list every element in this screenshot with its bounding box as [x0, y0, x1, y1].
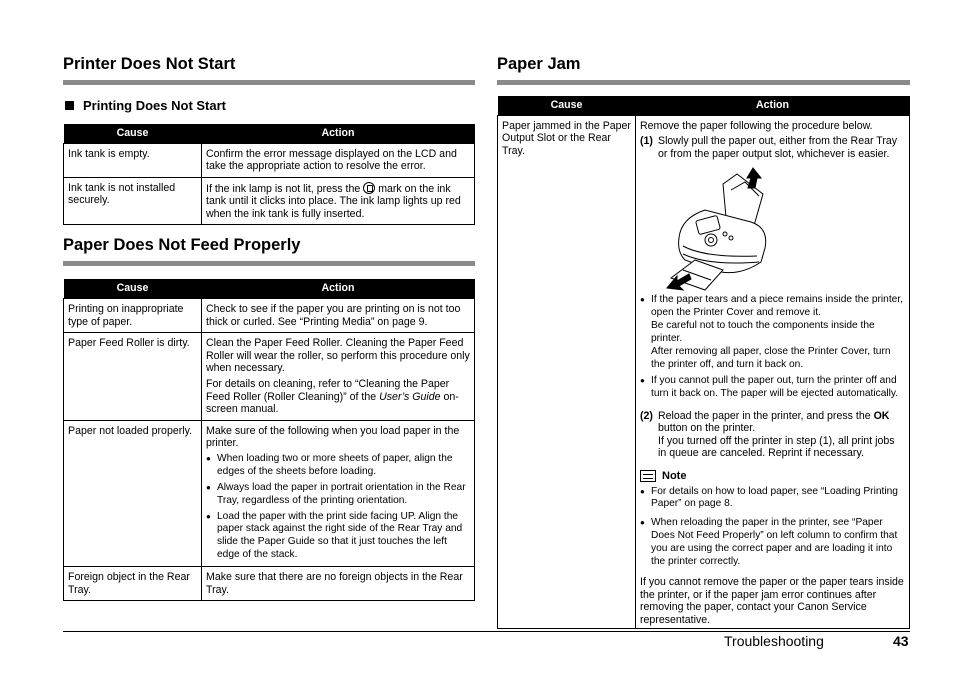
- cause-cell: Ink tank is not installed securely.: [64, 177, 202, 225]
- header-cause: Cause: [64, 124, 202, 143]
- note-icon: [640, 470, 656, 482]
- section-title-paper-jam: Paper Jam: [497, 55, 581, 73]
- action-cell: [202, 333, 475, 421]
- header-cause: Cause: [498, 96, 636, 115]
- left-column: [63, 52, 475, 601]
- action-cell: [202, 420, 475, 566]
- step-text-post: button on the printer.: [658, 422, 756, 435]
- printer-paper-removal-illustration: [665, 166, 785, 291]
- list-item: [640, 294, 905, 371]
- right-column: [497, 52, 910, 629]
- section-rule: [63, 261, 475, 266]
- note-bullets: [640, 486, 905, 569]
- note-title: Note: [662, 469, 687, 482]
- step-number: (2): [640, 409, 653, 422]
- action-text: on-screen manual.: [206, 390, 459, 416]
- list-item: ● Always load the paper in portrait orientation in the Rear Tray, regardless of the printing orientation.: [206, 482, 470, 508]
- action-cell: [202, 177, 475, 225]
- subheading-text: Printing Does Not Start: [83, 98, 227, 113]
- cause-cell: Printing on inappropriate type of paper.: [64, 298, 202, 332]
- table-row: [64, 177, 475, 225]
- cause-cell: Paper not loaded properly.: [64, 420, 202, 566]
- bullet-text: If the paper tears and a piece remains inside the printer, open the Printer Cover and remove it.: [651, 294, 904, 319]
- printing-does-not-start-table: [63, 124, 475, 225]
- step-text: Slowly pull the paper out, either from the Rear Tray or from the paper output slot, whichever is easier.: [658, 135, 898, 160]
- table-row: [64, 567, 475, 601]
- action-paragraph: Clean the Paper Feed Roller. Cleaning the Paper Feed Roller will wear the roller, so perform this procedure only when necessary.: [206, 337, 470, 375]
- bullet-text: Be careful not to touch the components inside the printer.: [651, 320, 875, 344]
- header-cause: Cause: [64, 279, 202, 298]
- step-2: [640, 410, 905, 460]
- cause-cell: Ink tank is empty.: [64, 143, 202, 177]
- bullet-list: [206, 453, 470, 562]
- list-item: ● If you cannot pull the paper out, turn the printer off and turn it back on. The paper will be ejected automatically.: [640, 375, 905, 401]
- step-1: [640, 135, 905, 160]
- list-item: ● When loading two or more sheets of paper, align the edges of the sheets before loading.: [206, 453, 470, 479]
- table-row: [498, 115, 910, 629]
- step-number: (1): [640, 135, 653, 148]
- list-item: ● For details on how to load paper, see “Loading Printing Paper” on page 8.: [640, 486, 905, 512]
- list-item: ● When reloading the paper in the printer, see “Paper Does Not Feed Properly” on left column to confirm that you are using the correct paper and are loading it into the printer correctly.: [640, 517, 905, 569]
- action-intro: Remove the paper following the procedure below.: [640, 119, 873, 132]
- action-cell: Check to see if the paper you are printing on is not too thick or curled. See “Printing Media” on page 9.: [202, 298, 475, 332]
- step-text-p2: If you turned off the printer in step (1), all print jobs in queue are canceled. Reprint if necessary.: [658, 434, 895, 460]
- table-row: [64, 143, 475, 177]
- footer-section-label: Troubleshooting: [724, 633, 824, 649]
- cause-cell: Foreign object in the Rear Tray.: [64, 567, 202, 601]
- footer-rule: [63, 631, 910, 632]
- step-text-pre: Reload the paper in the printer, and press the: [658, 409, 874, 422]
- section-rule: [63, 80, 475, 85]
- table-row: [64, 333, 475, 421]
- cause-cell: Paper jammed in the Paper Output Slot or the Rear Tray.: [498, 115, 636, 629]
- subheading-printing-does-not-start: [63, 98, 475, 113]
- section-title-printer-does-not-start: Printer Does Not Start: [63, 55, 236, 73]
- action-text-post: mark on the ink tank until it clicks into place. The ink lamp lights up red when the ink tank is fully inserted.: [206, 182, 461, 220]
- paper-feed-table: [63, 279, 475, 601]
- bullet-text: After removing all paper, close the Printer Cover, turn the printer off, and turn it back on.: [651, 345, 891, 370]
- action-cell: [636, 115, 910, 629]
- table-row: [64, 298, 475, 332]
- table-row: [64, 420, 475, 566]
- step-text: [658, 410, 905, 460]
- page-number: 43: [893, 633, 909, 649]
- action-paragraph: [206, 378, 470, 416]
- ink-lamp-push-icon: [363, 182, 375, 194]
- list-item: ● Load the paper with the print side facing UP. Align the paper stack against the right side of the Rear Tray and slide the Paper Guide so that it just touches the left edge of the stack.: [206, 511, 470, 563]
- ok-button-ref: OK: [873, 409, 890, 422]
- action-cell: Confirm the error message displayed on the LCD and take the appropriate action to resolve the error.: [202, 143, 475, 177]
- header-action: Action: [202, 279, 475, 298]
- action-intro: Make sure of the following when you load paper in the printer.: [206, 424, 460, 450]
- step1-bullets: [640, 294, 905, 400]
- note-heading: [640, 470, 905, 483]
- users-guide-ref: User’s Guide: [379, 390, 441, 403]
- action-cell: Make sure that there are no foreign objects in the Rear Tray.: [202, 567, 475, 601]
- action-text-pre: If the ink lamp is not lit, press the: [206, 182, 361, 195]
- section-rule: [497, 80, 910, 85]
- closing-paragraph: If you cannot remove the paper or the paper tears inside the printer, or if the paper jam error continues after removing the paper, contact your Canon Service representative.: [640, 575, 904, 626]
- cause-cell: Paper Feed Roller is dirty.: [64, 333, 202, 421]
- action-text: For details on cleaning, refer to “Cleaning the Paper Feed Roller (Roller Cleaning)” of the: [206, 377, 450, 403]
- paper-jam-table: [497, 96, 910, 629]
- section-title-paper-does-not-feed: Paper Does Not Feed Properly: [63, 236, 301, 255]
- square-bullet-icon: [65, 101, 74, 110]
- header-action: Action: [636, 96, 910, 115]
- header-action: Action: [202, 124, 475, 143]
